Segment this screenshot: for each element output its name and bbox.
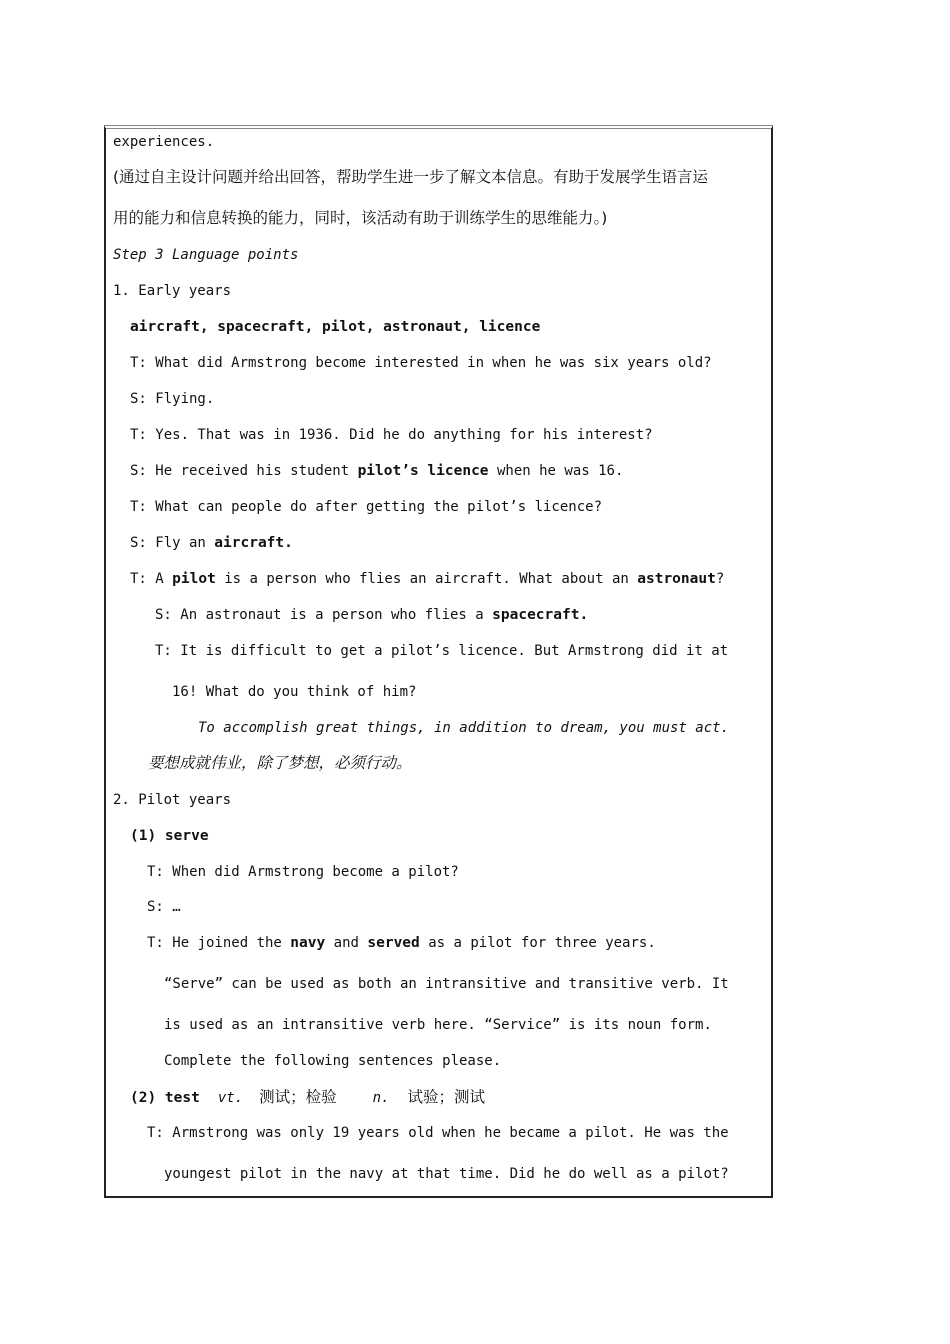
dialogue-line-licence — [130, 461, 623, 481]
dialogue-line: S: Flying. — [130, 391, 215, 407]
keyword: navy — [290, 935, 326, 951]
keyword: served — [367, 935, 420, 951]
section-heading-pilot-years: 2. Pilot years — [113, 792, 232, 808]
dialogue-text: is a person who flies an aircraft. What about an — [215, 571, 638, 587]
dialogue-text: S: An astronaut is a person who flies a — [155, 607, 493, 623]
keyword: spacecraft. — [492, 607, 589, 623]
keyword: (2) test — [130, 1090, 200, 1106]
dialogue-line: T: What can people do after getting the pilot’s licence? — [130, 499, 603, 515]
chinese-note-line-2: 用的能力和信息转换的能力，同时，该活动有助于训练学生的思维能力。) — [113, 209, 608, 227]
dialogue-line: T: It is difficult to get a pilot’s licence. But Armstrong did it at — [155, 643, 729, 659]
dialogue-text: T: He joined the — [147, 935, 291, 951]
dialogue-text: ? — [715, 571, 725, 587]
dialogue-text: when he was 16. — [488, 463, 624, 479]
definition: 测试；检验 — [259, 1088, 337, 1106]
dialogue-line-spacecraft — [155, 605, 588, 625]
definition: 试验；测试 — [407, 1088, 486, 1106]
subheading-serve: (1) serve — [130, 828, 209, 844]
text-line: experiences. — [113, 134, 215, 150]
subheading-test — [130, 1087, 485, 1108]
dialogue-text: S: Fly an — [130, 535, 215, 551]
dialogue-line: T: What did Armstrong become interested in when he was six years old? — [130, 355, 712, 371]
section-heading-early-years: 1. Early years — [113, 283, 232, 299]
dialogue-line-aircraft — [130, 533, 293, 553]
explanation-line: is used as an intransitive verb here. “Service” is its noun form. — [164, 1017, 712, 1033]
dialogue-line: S: … — [147, 899, 181, 915]
part-of-speech: vt. — [217, 1090, 244, 1106]
dialogue-text: and — [325, 935, 368, 951]
dialogue-line: 16! What do you think of him? — [172, 684, 417, 700]
quote-english: To accomplish great things, in addition to dream, you must act. — [198, 720, 730, 736]
dialogue-line: T: Armstrong was only 19 years old when he became a pilot. He was the — [147, 1125, 729, 1141]
keyword: pilot’s licence — [357, 463, 489, 479]
instruction-line: Complete the following sentences please. — [164, 1053, 502, 1069]
keyword: pilot — [172, 571, 216, 587]
part-of-speech: n. — [372, 1090, 390, 1106]
dialogue-line-navy — [147, 933, 656, 953]
chinese-note-line-1: (通过自主设计问题并给出回答，帮助学生进一步了解文本信息。有助于发展学生语言运 — [113, 168, 709, 186]
dialogue-line: T: When did Armstrong become a pilot? — [147, 864, 459, 880]
dialogue-text: as a pilot for three years. — [419, 935, 656, 951]
step-heading: Step 3 Language points — [113, 247, 299, 263]
dialogue-line: youngest pilot in the navy at that time. Did he do well as a pilot? — [164, 1166, 729, 1182]
explanation-line: “Serve” can be used as both an intransitive and transitive verb. It — [164, 976, 729, 992]
keyword: astronaut — [637, 571, 716, 587]
dialogue-line-pilot — [130, 569, 724, 589]
quote-chinese: 要想成就伟业，除了梦想，必须行动。 — [148, 754, 412, 772]
dialogue-text: T: A — [130, 571, 173, 587]
dialogue-text: S: He received his student — [130, 463, 358, 479]
dialogue-line: T: Yes. That was in 1936. Did he do anything for his interest? — [130, 427, 653, 443]
keyword: aircraft. — [214, 535, 293, 551]
vocabulary-list: aircraft, spacecraft, pilot, astronaut, licence — [130, 319, 541, 335]
